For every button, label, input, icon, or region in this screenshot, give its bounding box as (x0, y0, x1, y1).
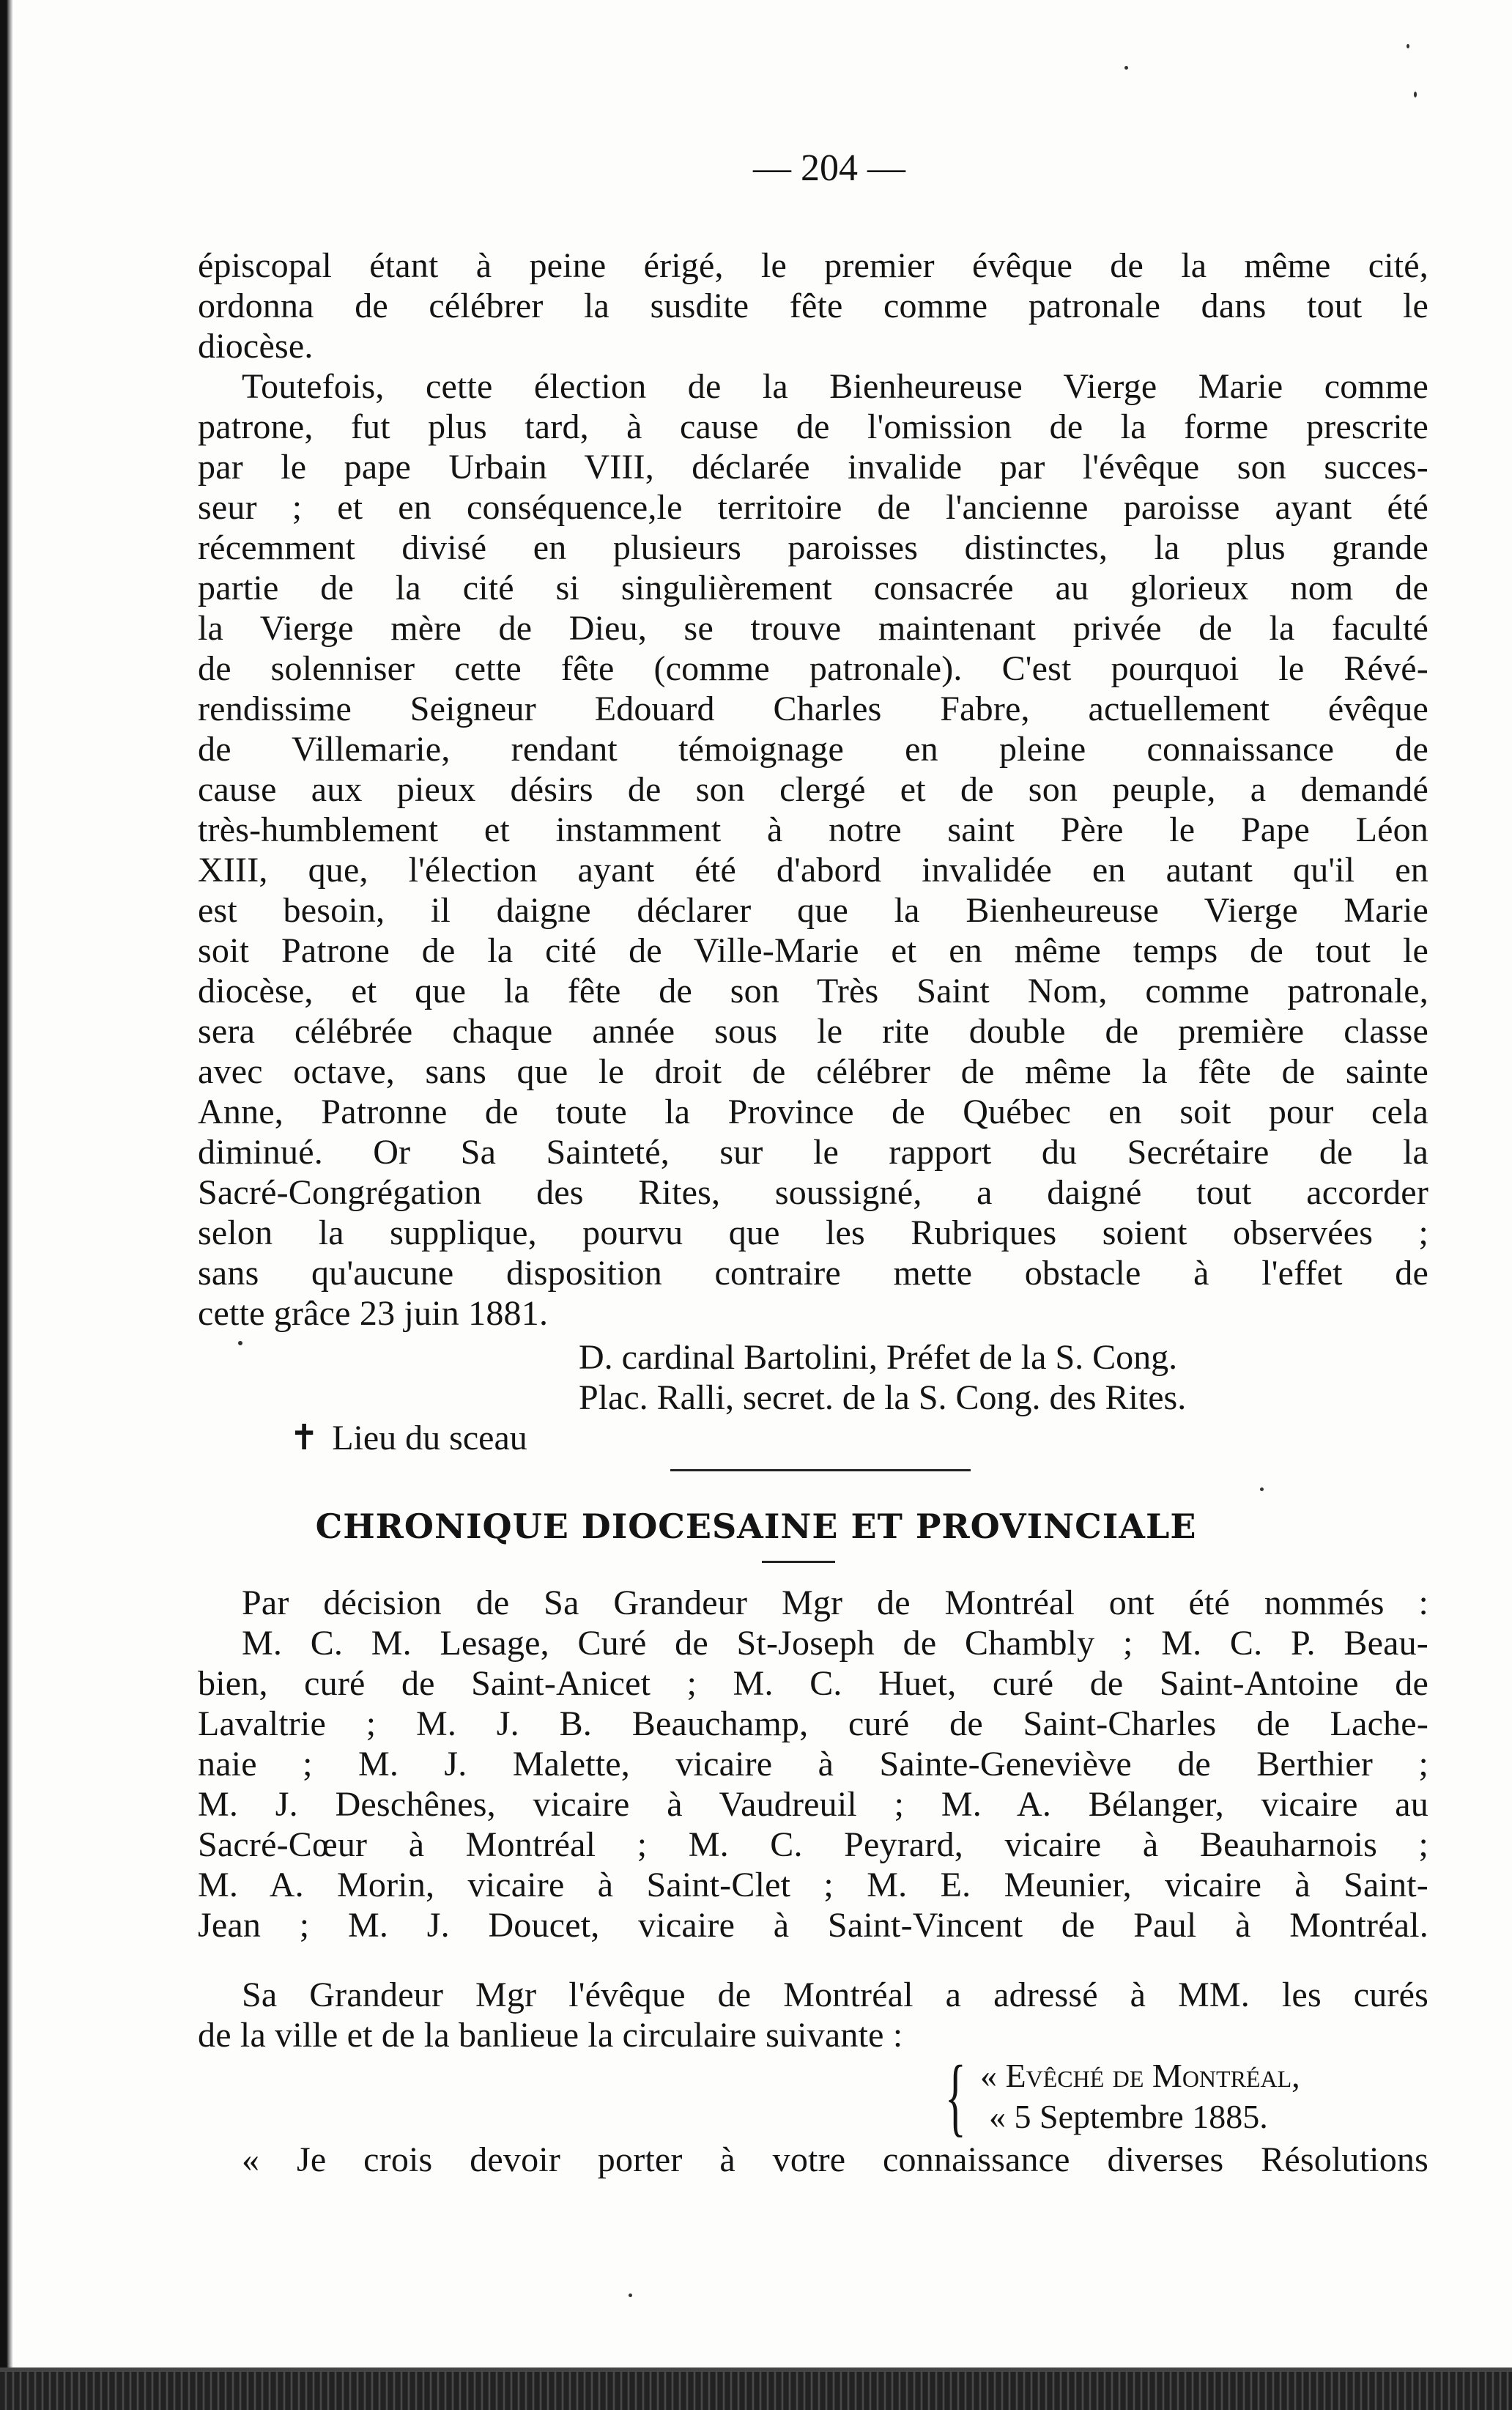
text-line: diminué. Or Sa Sainteté, sur le rapport du Secrétaire de la (198, 1133, 1428, 1172)
text-line: M. C. M. Lesage, Curé de St-Joseph de Chambly ; M. C. P. Beau- (242, 1624, 1428, 1663)
scan-speck (238, 1341, 242, 1345)
text-line: Anne, Patronne de toute la Province de Québec en soit pour cela (198, 1093, 1428, 1131)
text-line: cette grâce 23 juin 1881. (198, 1294, 549, 1333)
text-line: M. A. Morin, vicaire à Saint-Clet ; M. E. Meunier, vicaire à Saint- (198, 1866, 1428, 1904)
section-heading: CHRONIQUE DIOCESAINE ET PROVINCIALE (315, 1507, 1197, 1546)
signature-secretary: Plac. Ralli, secret. de la S. Cong. des Rites. (579, 1378, 1187, 1417)
text-line: Toutefois, cette élection de la Bienheureuse Vierge Marie comme (242, 367, 1428, 406)
text-line: la Vierge mère de Dieu, se trouve maintenant privée de la faculté (198, 609, 1428, 648)
scan-speck (1407, 44, 1409, 48)
text-line: très-humblement et instamment à notre saint Père le Pape Léon (198, 810, 1428, 849)
text-line: seur ; et en conséquence,le territoire de l'ancienne paroisse ayant été (198, 488, 1428, 527)
text-line: Sacré-Cœur à Montréal ; M. C. Peyrard, vicaire à Beauharnois ; (198, 1825, 1428, 1864)
brace-glyph: { (945, 2047, 966, 2145)
letterhead-line-1: « Evêché de Montréal, (980, 2057, 1300, 2094)
letterhead-line-2: « 5 Septembre 1885. (989, 2098, 1268, 2135)
text-line: « Je crois devoir porter à votre connaissance diverses Résolutions (242, 2140, 1428, 2179)
text-line: de solenniser cette fête (comme patronale). C'est pourquoi le Révé- (198, 649, 1428, 688)
text-line: rendissime Seigneur Edouard Charles Fabre, actuellement évêque (198, 690, 1428, 728)
cross-icon: ✝ (289, 1419, 319, 1457)
scan-speck (1414, 92, 1417, 97)
seal-location (289, 1418, 527, 1459)
text-line: partie de la cité si singulièrement consacrée au glorieux nom de (198, 569, 1428, 607)
text-line: sans qu'aucune disposition contraire mette obstacle à l'effet de (198, 1254, 1428, 1293)
scan-speck (629, 2293, 632, 2297)
text-line: ordonna de célébrer la susdite fête comme patronale dans tout le (198, 287, 1428, 325)
text-line: bien, curé de Saint-Anicet ; M. C. Huet, curé de Saint-Antoine de (198, 1664, 1428, 1703)
text-line: selon la supplique, pourvu que les Rubriques soient observées ; (198, 1213, 1428, 1252)
scan-bottom-border (0, 2372, 1512, 2410)
text-line: cause aux pieux désirs de son clergé et de son peuple, a demandé (198, 770, 1428, 809)
text-line: Par décision de Sa Grandeur Mgr de Montréal ont été nommés : (242, 1583, 1428, 1622)
section-divider (670, 1469, 971, 1471)
text-line: par le pape Urbain VIII, déclarée invalide par l'évêque son succes- (198, 448, 1428, 487)
text-line: Sa Grandeur Mgr l'évêque de Montréal a adressé à MM. les curés (242, 1975, 1428, 2014)
text-line: est besoin, il daigne déclarer que la Bienheureuse Vierge Marie (198, 891, 1428, 930)
text-line: avec octave, sans que le droit de célébrer de même la fête de sainte (198, 1052, 1428, 1091)
text-line: M. J. Deschênes, vicaire à Vaudreuil ; M. A. Bélanger, vicaire au (198, 1785, 1428, 1824)
text-line: soit Patrone de la cité de Ville-Marie et en même temps de tout le (198, 931, 1428, 970)
text-line: naie ; M. J. Malette, vicaire à Sainte-Geneviève de Berthier ; (198, 1745, 1428, 1784)
scan-speck (1260, 1487, 1264, 1491)
text-line: de Villemarie, rendant témoignage en pleine connaissance de (198, 730, 1428, 769)
text-line: Sacré-Congrégation des Rites, soussigné, a daigné tout accorder (198, 1173, 1428, 1212)
text-line: de la ville et de la banlieue la circulaire suivante : (198, 2016, 903, 2055)
heading-underline (762, 1561, 835, 1563)
text-line: patrone, fut plus tard, à cause de l'omission de la forme prescrite (198, 407, 1428, 446)
text-line: diocèse. (198, 327, 314, 366)
scan-speck (1124, 66, 1128, 70)
text-line: Lavaltrie ; M. J. B. Beauchamp, curé de Saint-Charles de Lache- (198, 1704, 1428, 1743)
text-line: Jean ; M. J. Doucet, vicaire à Saint-Vincent de Paul à Montréal. (198, 1906, 1428, 1945)
text-line: diocèse, et que la fête de son Très Saint Nom, comme patronale, (198, 972, 1428, 1010)
seal-label: Lieu du sceau (332, 1419, 527, 1457)
page-number: — 204 — (753, 147, 905, 189)
binding-edge (0, 0, 13, 2410)
text-line: récemment divisé en plusieurs paroisses distinctes, la plus grande (198, 528, 1428, 567)
text-line: XIII, que, l'élection ayant été d'abord invalidée en autant qu'il en (198, 851, 1428, 890)
text-line: sera célébrée chaque année sous le rite double de première classe (198, 1012, 1428, 1051)
text-line: épiscopal étant à peine érigé, le premier évêque de la même cité, (198, 246, 1428, 285)
signature-prefect: D. cardinal Bartolini, Préfet de la S. Cong. (579, 1338, 1178, 1377)
